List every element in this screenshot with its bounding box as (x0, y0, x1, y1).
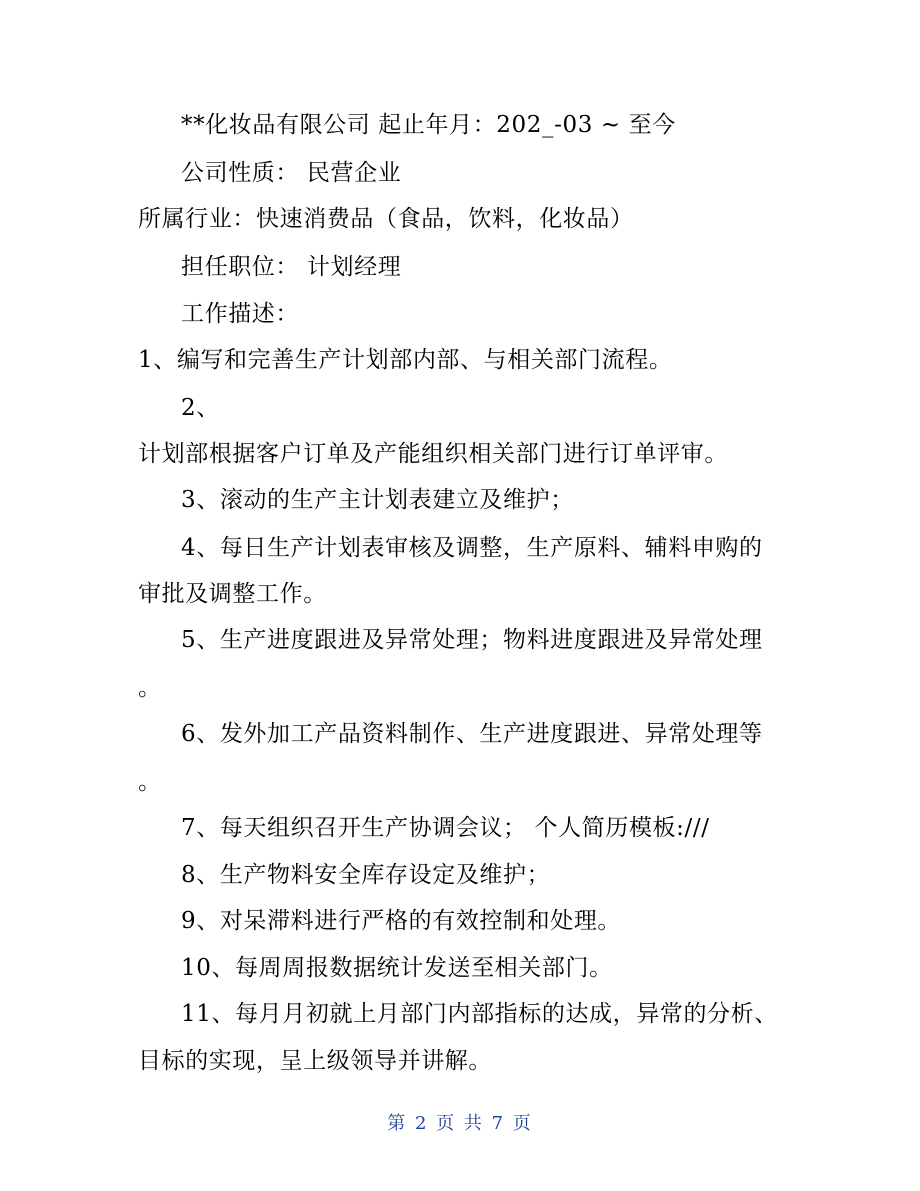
duty-item-10: 10、每周周报数据统计发送至相关部门。 (181, 955, 613, 981)
duty-item-5: 5、生产进度跟进及异常处理；物料进度跟进及异常处理 (181, 627, 763, 653)
position-line: 担任职位： 计划经理 (181, 254, 402, 280)
duty-item-4: 4、每日生产计划表审核及调整，生产原料、辅料申购的 (181, 535, 763, 561)
duty-item-5-continued: 。 (138, 675, 162, 701)
duty-item-9: 9、对呆滞料进行严格的有效控制和处理。 (181, 908, 622, 934)
company-nature-line: 公司性质： 民营企业 (181, 160, 402, 186)
duty-item-11: 11、每月月初就上月部门内部指标的达成，异常的分析、 (181, 1001, 778, 1027)
duty-item-8: 8、生产物料安全库存设定及维护； (181, 862, 551, 888)
duty-item-2-number: 2、 (181, 395, 220, 421)
duty-item-4-continued: 审批及调整工作。 (138, 581, 327, 607)
duty-item-6: 6、发外加工产品资料制作、生产进度跟进、异常处理等 (181, 721, 763, 747)
duty-item-2-text: 计划部根据客户订单及产能组织相关部门进行订单评审。 (138, 441, 728, 467)
duty-item-7: 7、每天组织召开生产协调会议； 个人简历模板:/// (181, 815, 710, 841)
page-number-footer: 第 2 页 共 7 页 (387, 1113, 533, 1134)
duty-item-11-continued: 目标的实现，呈上级领导并讲解。 (138, 1048, 492, 1074)
industry-line: 所属行业：快速消费品（食品，饮料，化妆品） (138, 206, 634, 232)
duty-item-3: 3、滚动的生产主计划表建立及维护； (181, 487, 574, 513)
duty-item-6-continued: 。 (138, 769, 162, 795)
duty-item-1: 1、编写和完善生产计划部内部、与相关部门流程。 (138, 347, 673, 373)
job-description-heading: 工作描述： (181, 301, 299, 327)
company-line: **化妆品有限公司 起止年月：202_-03 ~ 至今 (181, 112, 676, 138)
